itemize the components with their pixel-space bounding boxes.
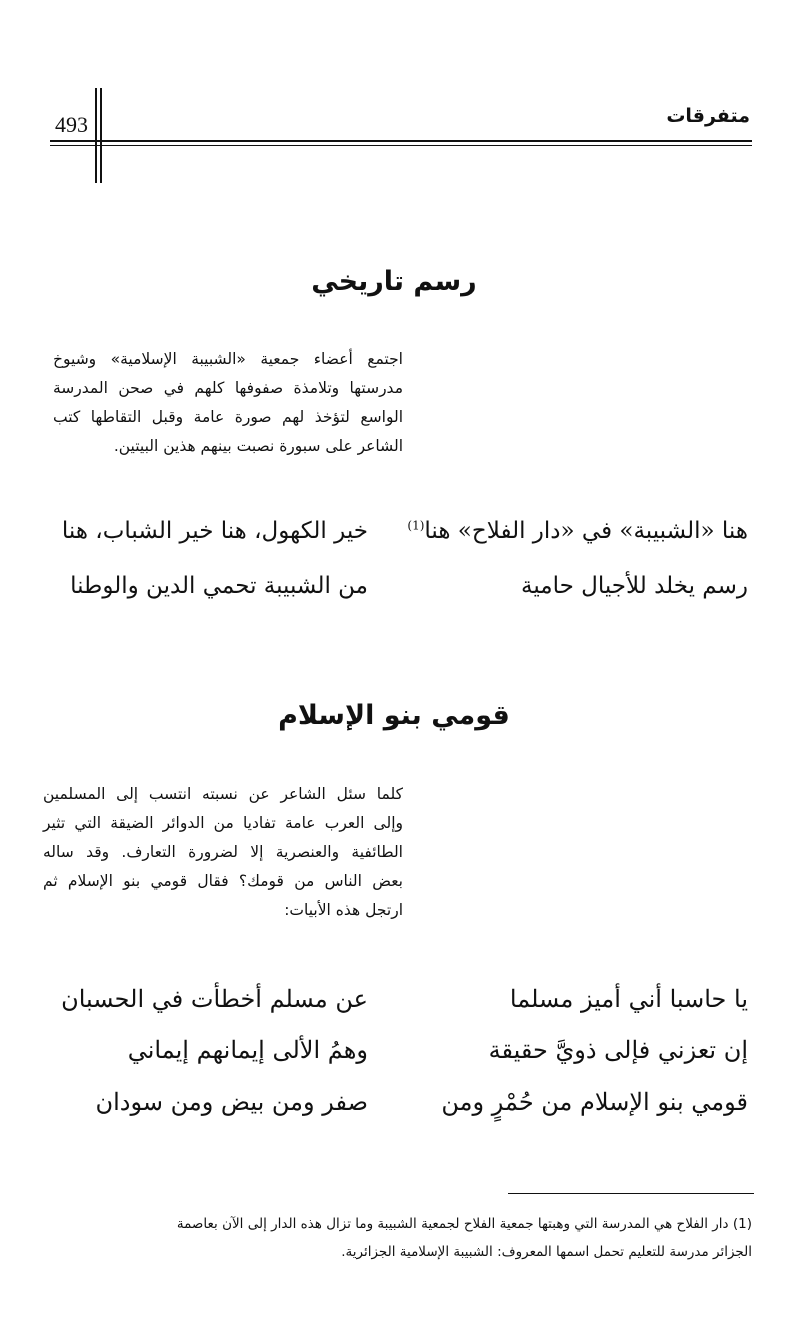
verse-first-hemistich bbox=[407, 518, 748, 544]
poem-title: قومي بنو الإسلام bbox=[278, 700, 510, 731]
paragraph-line: بعض الناس من قومك؟ فقال قومي بنو الإسلام ثم bbox=[43, 872, 403, 890]
verse-second-hemistich: صفر ومن بيض ومن سودان bbox=[95, 1088, 368, 1116]
verse-second-hemistich: خير الكهول، هنا خير الشباب، هنا bbox=[61, 518, 368, 544]
header-rule-thin bbox=[50, 145, 752, 146]
footnote-marker: (1) bbox=[407, 518, 425, 533]
footnote-line: (1) دار الفلاح هي المدرسة التي وهبتها جمعية الفلاح لجمعية الشبيبة وما تزال هذه الدار إلى الآن بعاصمة bbox=[176, 1216, 752, 1232]
verse-text: هنا «الشبيبة» في «دار الفلاح» هنا bbox=[424, 518, 748, 544]
poem-intro-paragraph bbox=[43, 780, 403, 925]
footnote-rule bbox=[508, 1193, 754, 1194]
header-vertical-bar bbox=[100, 88, 102, 183]
poem-intro-paragraph bbox=[53, 345, 403, 461]
page-number: 493 bbox=[55, 112, 88, 137]
paragraph-line: كلما سئل الشاعر عن نسبته انتسب إلى المسلمين bbox=[43, 785, 403, 803]
verse-first-hemistich: إن تعزني فإلى ذويَّ حقيقة bbox=[488, 1036, 748, 1064]
header-rule bbox=[50, 140, 752, 142]
paragraph-line: الشاعر على سبورة نصبت بينهم هذين البيتين. bbox=[113, 437, 403, 455]
footnote-line: الجزائر مدرسة للتعليم تحمل اسمها المعروف: الشبيبة الإسلامية الجزائرية. bbox=[341, 1244, 752, 1260]
paragraph-line: الواسع لتؤخذ لهم صورة عامة وقبل التقاطها كتب bbox=[53, 408, 403, 426]
paragraph-line: مدرستها وتلامذة صفوفها كلهم في صحن المدرسة bbox=[53, 379, 403, 397]
verse-second-hemistich: وهمُ الألى إيمانهم إيماني bbox=[127, 1036, 368, 1064]
footnote bbox=[40, 1210, 752, 1266]
paragraph-line: ارتجل هذه الأبيات: bbox=[284, 901, 403, 919]
verse-second-hemistich: من الشبيبة تحمي الدين والوطنا bbox=[70, 573, 368, 599]
verse-first-hemistich: يا حاسبا أني أميز مسلما bbox=[509, 985, 748, 1013]
running-header-title: متفرقات bbox=[666, 105, 750, 127]
paragraph-line: الطائفية والعنصرية إلا لضرورة التعارف. وقد ساله bbox=[43, 843, 403, 861]
verse-first-hemistich: قومي بنو الإسلام من حُمْرٍ ومن bbox=[441, 1088, 748, 1116]
paragraph-line: وإلى العرب عامة تفاديا من الدوائر الضيقة التي تثير bbox=[43, 814, 403, 832]
poem-title: رسم تاريخي bbox=[311, 266, 477, 297]
verse-second-hemistich: عن مسلم أخطأت في الحسبان bbox=[61, 985, 368, 1013]
paragraph-line: اجتمع أعضاء جمعية «الشبيبة الإسلامية» وشيوخ bbox=[53, 350, 403, 368]
header-vertical-bar bbox=[95, 88, 97, 183]
verse-first-hemistich: رسم يخلد للأجيال حامية bbox=[521, 573, 748, 599]
